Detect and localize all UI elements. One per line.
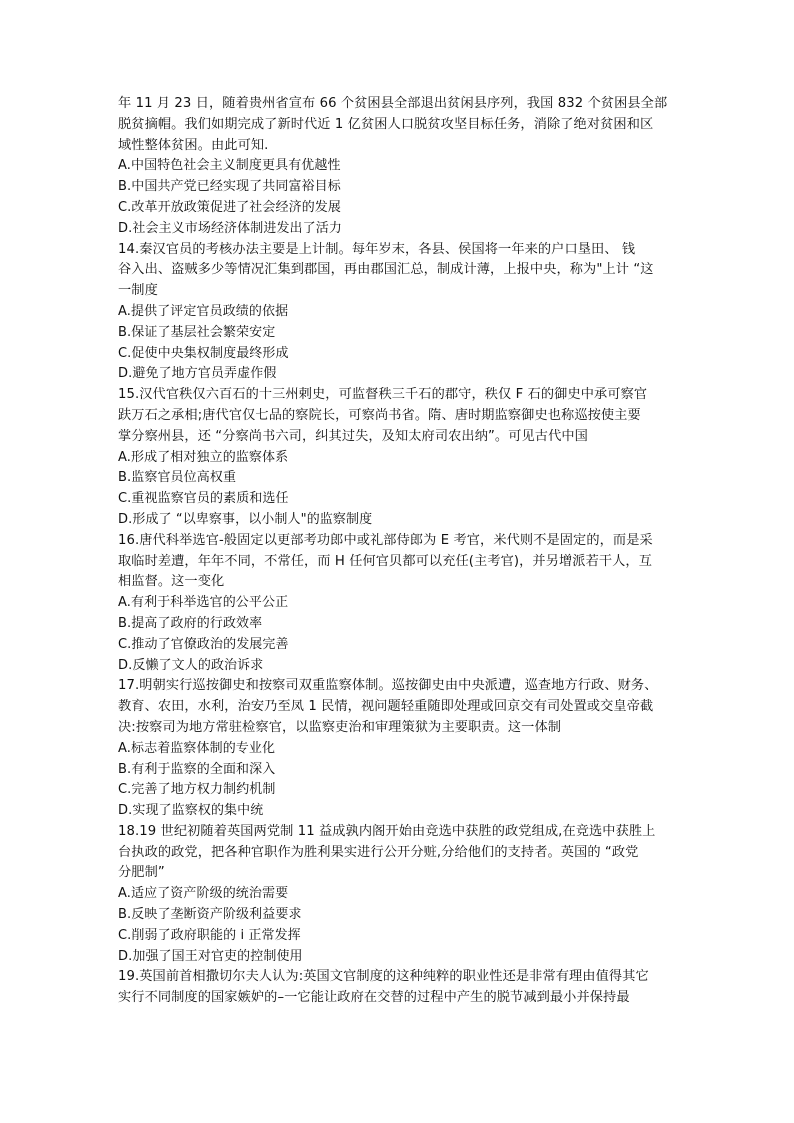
question-18-stem: 18.19 世纪初随着英国两党制 11 益成孰内阁开始由竞选中获胜的政党组成,在竞选中获胜上 <box>118 823 656 839</box>
option-c: C.推动了官僚政治的发展完善 <box>118 636 289 652</box>
option-b: B.保证了基层社会繁荣安定 <box>118 324 276 340</box>
option-a: A.有利于科举选官的公平公正 <box>118 595 289 611</box>
text-line: 年 11 月 23 日，随着贵州省宣布 66 个贫困县全部退出贫闲县序列，我国 832 个贫困县全部 <box>118 96 668 111</box>
text-line: 台执政的政党，把各种官职作为胜利果实进行公开分赃,分给他们的支持者。英国的 “政党 <box>118 844 639 860</box>
option-a: A.中国特色社会主义制度更具有优越性 <box>118 158 341 174</box>
question-17-stem: 17.明朝实行巡按御史和按察司双重监察体制。巡按御史由中央派遭，巡查地方行政、财务、 <box>118 678 658 694</box>
option-b: B.提高了政府的行政效率 <box>118 615 263 631</box>
option-b: B.有利于监察的全面和深入 <box>118 761 276 777</box>
question-15-stem: 15.汉代官秩仅六百石的十三州剌史，可监督秩三千石的郡守，秩仅 F 石的御史中承可察官 <box>118 387 648 403</box>
question-14-stem: 14.秦汉官员的考核办法主要是上计制。每年岁末，各县、侯国将一年来的户口垦田、 钱 <box>118 241 636 257</box>
option-a: A.提供了评定官员政绩的依据 <box>118 303 289 319</box>
option-d: D.避免了地方官员弄虚作假 <box>118 366 277 382</box>
text-line: 域性整体贫困。由此可知. <box>118 137 269 153</box>
option-b: B.反映了垄断资产阶级利益要求 <box>118 907 302 923</box>
option-c: C.削弱了政府职能的 i 正常发挥 <box>118 927 301 943</box>
text-line: 趺万石之承相;唐代官仅七品的察院长，可察尚书省。隋、唐时期监察御史也称巡按使主要 <box>118 407 641 423</box>
text-line: 脱贫摘帽。我们如期完成了新时代近 1 亿贫困人口脱贫攻坚目标任务，消除了绝对贫困和区 <box>118 116 654 132</box>
option-a: A.形成了相对独立的监察体系 <box>118 449 289 465</box>
option-c: C.完善了地方权力制约机制 <box>118 782 276 798</box>
text-line: 一制度 <box>118 283 158 299</box>
option-a: A.适应了资产阶级的统治需要 <box>118 886 289 902</box>
option-c: C.重视监察官员的素质和选任 <box>118 491 289 507</box>
option-c: C.改革开放政策促进了社会经济的发展 <box>118 199 342 215</box>
question-19-stem: 19.英国前首相撒切尔夫人认为:英国文官制度的这种纯粹的职业性还是非常有理由值得其它 <box>118 969 649 985</box>
text-line: 决:按察司为地方常驻检察官，以监察吏治和审理策狱为主要职责。这一体制 <box>118 719 562 735</box>
document-body <box>118 94 678 1009</box>
text-line: 取临时差遭，年年不同，不常任，而 H 任何官贝都可以充任(主考官)，并另增派若干人，互 <box>118 553 653 569</box>
question-16-stem: 16.唐代科举选官-般固定以更部考功郎中或礼部侍郎为 E 考官，米代则不是固定的，而是采 <box>118 532 653 548</box>
option-b: B.监察官员位高权重 <box>118 470 237 486</box>
option-d: D.社会主义市场经济体制进发出了活力 <box>118 220 342 236</box>
option-a: A.标志着监察体制的专业化 <box>118 740 276 756</box>
text-line: 分肥制” <box>118 865 165 881</box>
text-line: 实行不同制度的国家嫉妒的–一它能让政府在交替的过程中产生的脱节减到最小并保持最 <box>118 990 630 1006</box>
text-line: 教育、农田，水利，治安乃至凤 1 民情，视问题轻重随即处理或回京交有司处置或交皇帝截 <box>118 699 654 715</box>
option-d: D.加强了国王对官吏的控制使用 <box>118 948 303 964</box>
text-line: 掌分察州县，还 “分察尚书六司，纠其过失，及知太府司农出纳”。可见古代中国 <box>118 428 588 444</box>
text-line: 相监督。这一变化 <box>118 574 225 590</box>
option-d: D.实现了监察权的集中统 <box>118 803 264 819</box>
option-d: D.形成了 “以卑察事，以小制人"的监察制度 <box>118 511 373 527</box>
text-line: 谷入出、盗贼多少等情况汇集到郡国，再由郡国汇总，制成计薄，上报中央，称为"上计 “这 <box>118 262 654 278</box>
option-c: C.促使中央集权制度最终形成 <box>118 345 289 361</box>
option-d: D.反懒了文人的政治诉求 <box>118 657 264 673</box>
option-b: B.中国共产党已经实现了共同富裕目标 <box>118 179 341 195</box>
